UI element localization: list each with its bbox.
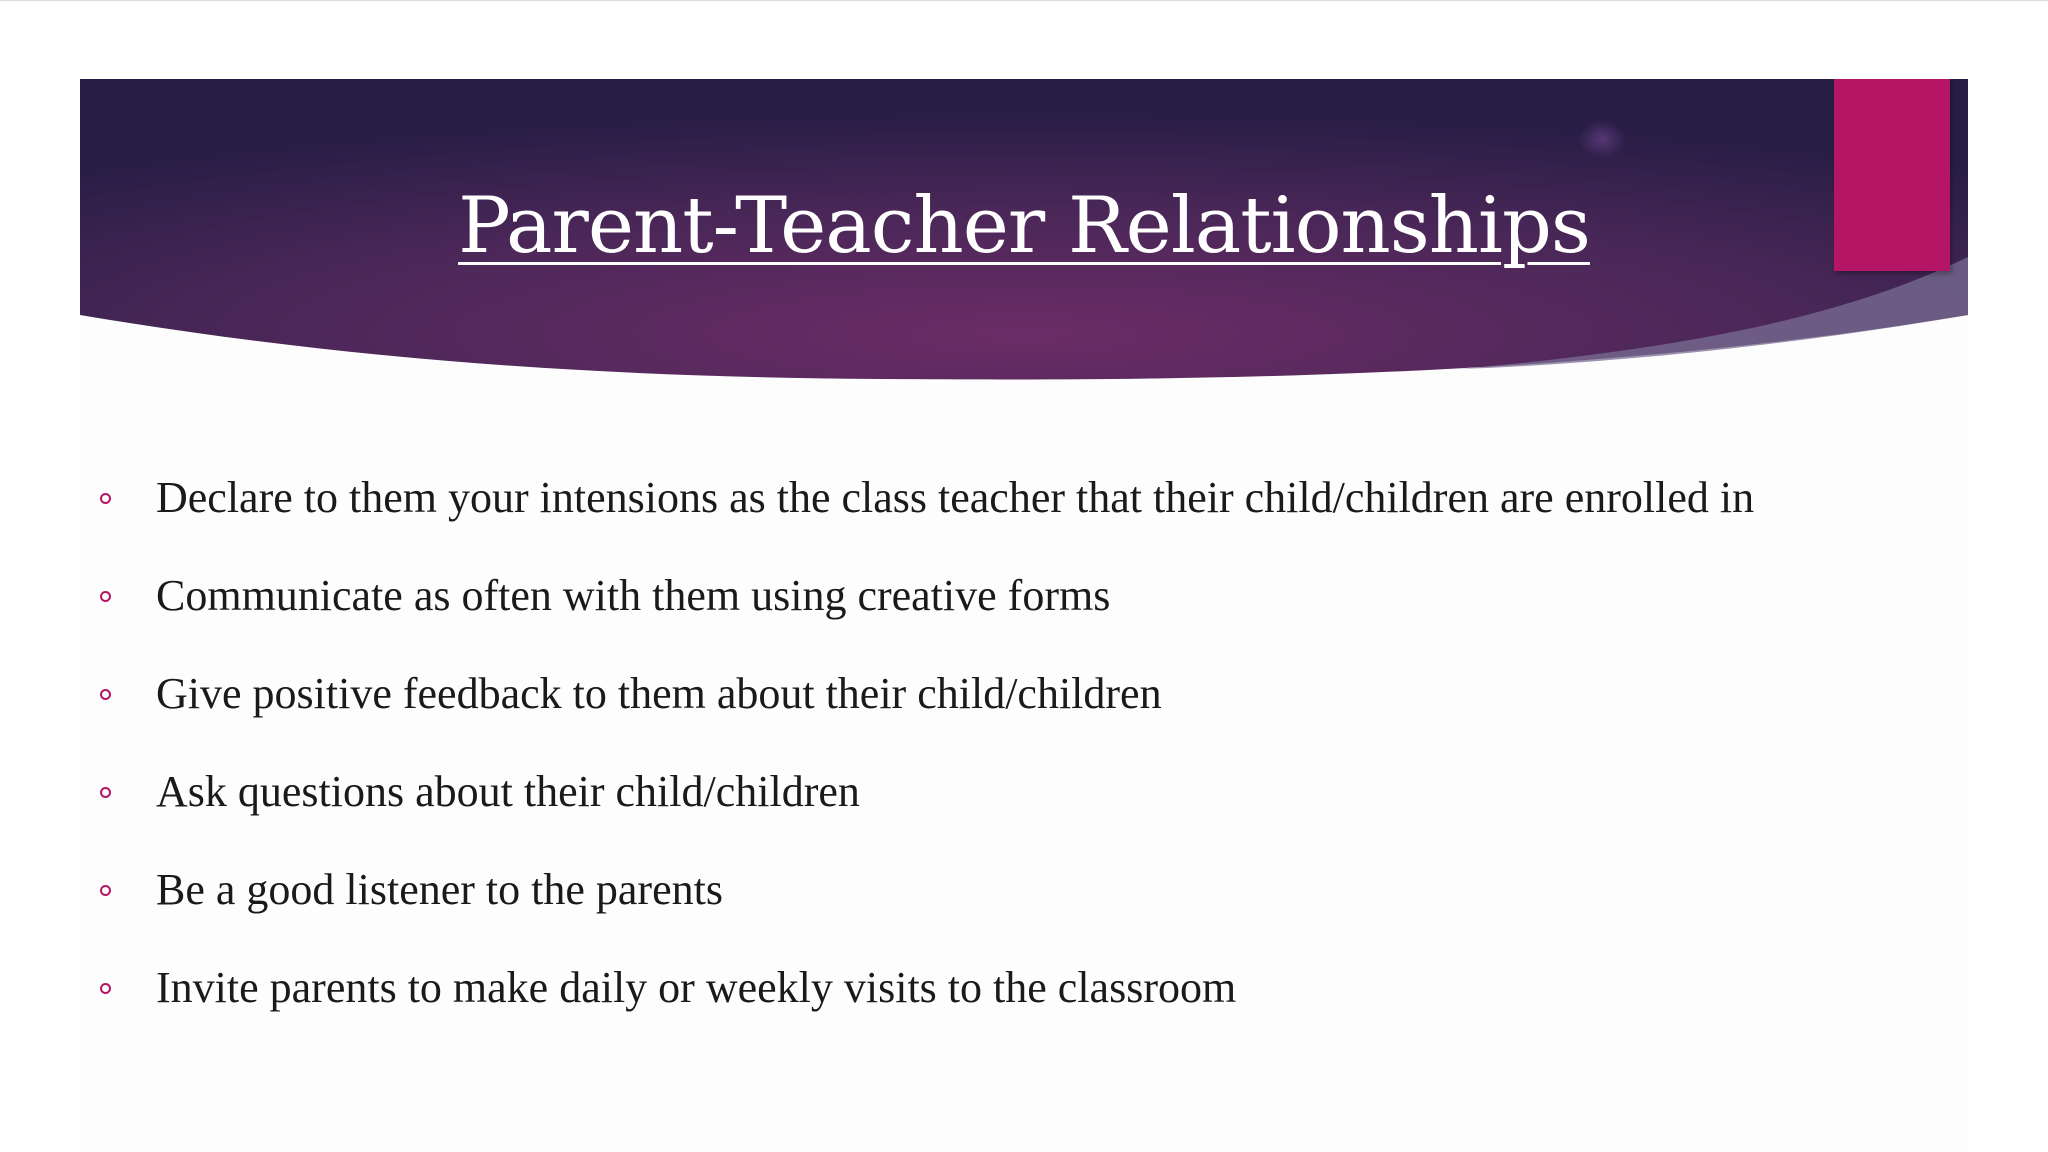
bullet-circle-icon [100, 787, 111, 798]
bullet-circle-icon [100, 493, 111, 504]
bullet-item [96, 753, 1976, 830]
bullet-circle-icon [100, 885, 111, 896]
bullet-item [96, 557, 1976, 634]
bullet-circle-icon [100, 983, 111, 994]
bullet-list [96, 459, 1976, 1047]
bullet-item [96, 655, 1976, 732]
slide-title: Parent-Teacher Relationships [458, 181, 1590, 271]
bullet-text: Declare to them your intensions as the class teacher that their child/children are enrolled in [156, 473, 1755, 522]
bullet-text: Invite parents to make daily or weekly visits to the classroom [156, 963, 1237, 1012]
bullet-text: Communicate as often with them using creative forms [156, 571, 1111, 620]
bullet-circle-icon [100, 689, 111, 700]
bullet-text: Ask questions about their child/children [156, 767, 860, 816]
bullet-item [96, 949, 1976, 1026]
bullet-item [96, 459, 1976, 536]
bullet-item [96, 851, 1976, 928]
accent-tab [1834, 79, 1950, 271]
bullet-circle-icon [100, 591, 111, 602]
bullet-text: Be a good listener to the parents [156, 865, 723, 914]
bullet-text: Give positive feedback to them about their child/children [156, 669, 1162, 718]
